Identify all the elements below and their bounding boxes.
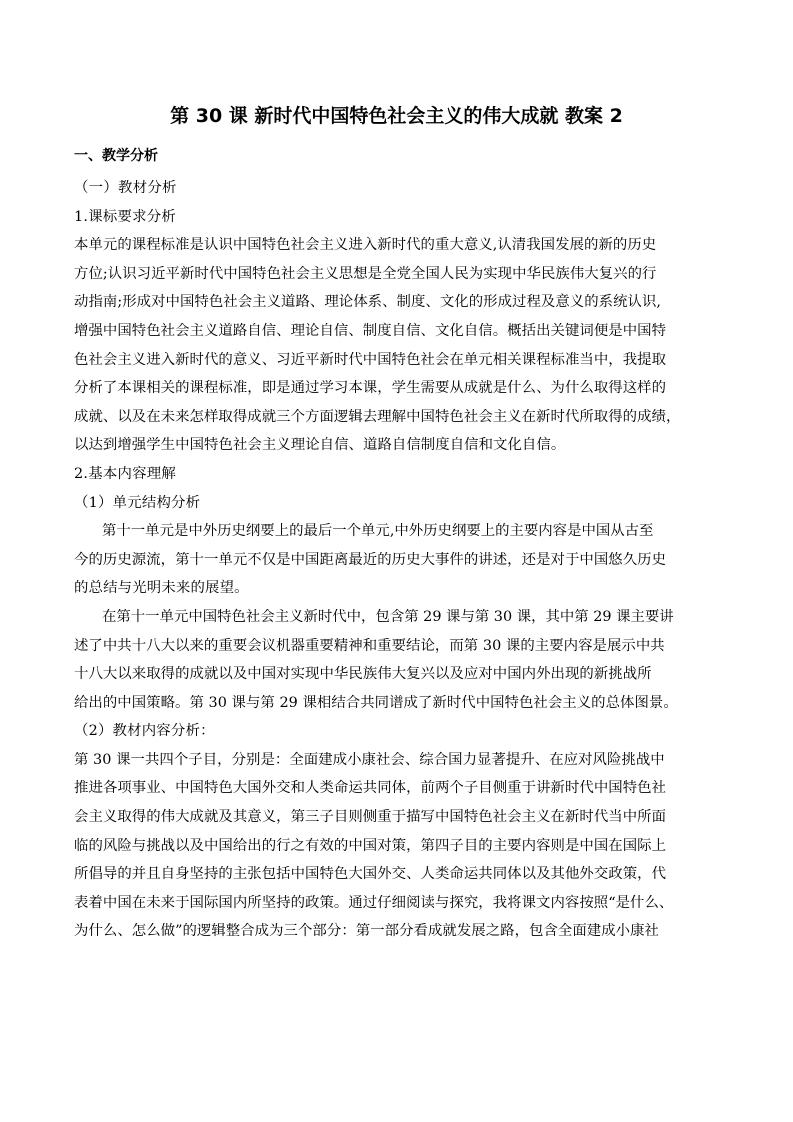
text-line: 动指南;形成对中国特色社会主义道路、理论体系、制度、文化的形成过程及意义的系统认识, [74,294,662,311]
text-line: 所倡导的并且自身坚持的主张包括中国特色大国外交、人类命运共同体以及其他外交政策，代 [74,866,667,883]
text-line: 本单元的课程标准是认识中国特色社会主义进入新时代的重大意义,认清我国发展的新的历史 [74,237,657,254]
text-line: 增强中国特色社会主义道路自信、理论自信、制度自信、文化自信。概括出关键词便是中国特 [74,322,667,339]
text-line: 2.基本内容理解 [74,465,177,482]
text-line: 方位;认识习近平新时代中国特色社会主义思想是全党全国人民为实现中华民族伟大复兴的行 [74,265,657,282]
text-line: 会主义取得的伟大成就及其意义，第三子目则侧重于描写中国特色社会主义在新时代当中所面 [74,809,667,826]
text-line: 第十一单元是中外历史纲要上的最后一个单元,中外历史纲要上的主要内容是中国从古至 [102,523,654,540]
text-line: 1.课标要求分析 [74,208,177,225]
text-line: 色社会主义进入新时代的意义、习近平新时代中国特色社会在单元相关课程标准当中，我提取 [74,351,667,368]
text-line: 成就、以及在未来怎样取得成就三个方面逻辑去理解中国特色社会主义在新时代所取得的成绩， [74,408,681,425]
document-body [74,174,724,946]
text-line: 在第十一单元中国特色社会主义新时代中，包含第 29 课与第 30 课，其中第 29 课主要讲 [102,608,674,625]
text-line: 给出的中国策略。第 30 课与第 29 课相结合共同谱成了新时代中国特色社会主义的总体图景。 [74,694,678,711]
text-line: 今的历史源流，第十一单元不仅是中国距离最近的历史大事件的讲述，还是对于中国悠久历史 [74,551,667,568]
text-line: 分析了本课相关的课程标准，即是通过学习本课，学生需要从成就是什么、为什么取得这样的 [74,380,667,397]
text-line: 十八大以来取得的成就以及中国对实现中华民族伟大复兴以及应对中国内外出现的新挑战所 [74,666,652,683]
text-line: （1）单元结构分析 [74,494,201,511]
document-title: 第 30 课 新时代中国特色社会主义的伟大成就 教案 2 [170,105,623,127]
text-line: 述了中共十八大以来的重要会议机器重要精神和重要结论，而第 30 课的主要内容是展示中共 [74,637,665,654]
text-line: （一）教材分析 [74,180,177,196]
section-heading: 一、教学分析 [74,148,158,164]
text-line: 表着中国在未来于国际国内所坚持的政策。通过仔细阅读与探究，我将课文内容按照“是什么、 [74,894,674,911]
text-line: 以达到增强学生中国特色社会主义理论自信、道路自信制度自信和文化自信。 [74,437,566,454]
text-line: 的总结与光明未来的展望。 [74,580,249,597]
text-line: 为什么、怎么做”的逻辑整合成为三个部分：第一部分看成就发展之路，包含全面建成小康社 [74,923,659,940]
text-line: 推进各项事业、中国特色大国外交和人类命运共同体，前两个子目侧重于讲新时代中国特色社 [74,780,667,797]
text-line: （2）教材内容分析： [74,723,215,740]
text-line: 第 30 课一共四个子目，分别是：全面建成小康社会、综合国力显著提升、在应对风险挑战中 [74,751,665,768]
text-line: 临的风险与挑战以及中国给出的行之有效的中国对策，第四子目的主要内容则是中国在国际上 [74,837,667,854]
